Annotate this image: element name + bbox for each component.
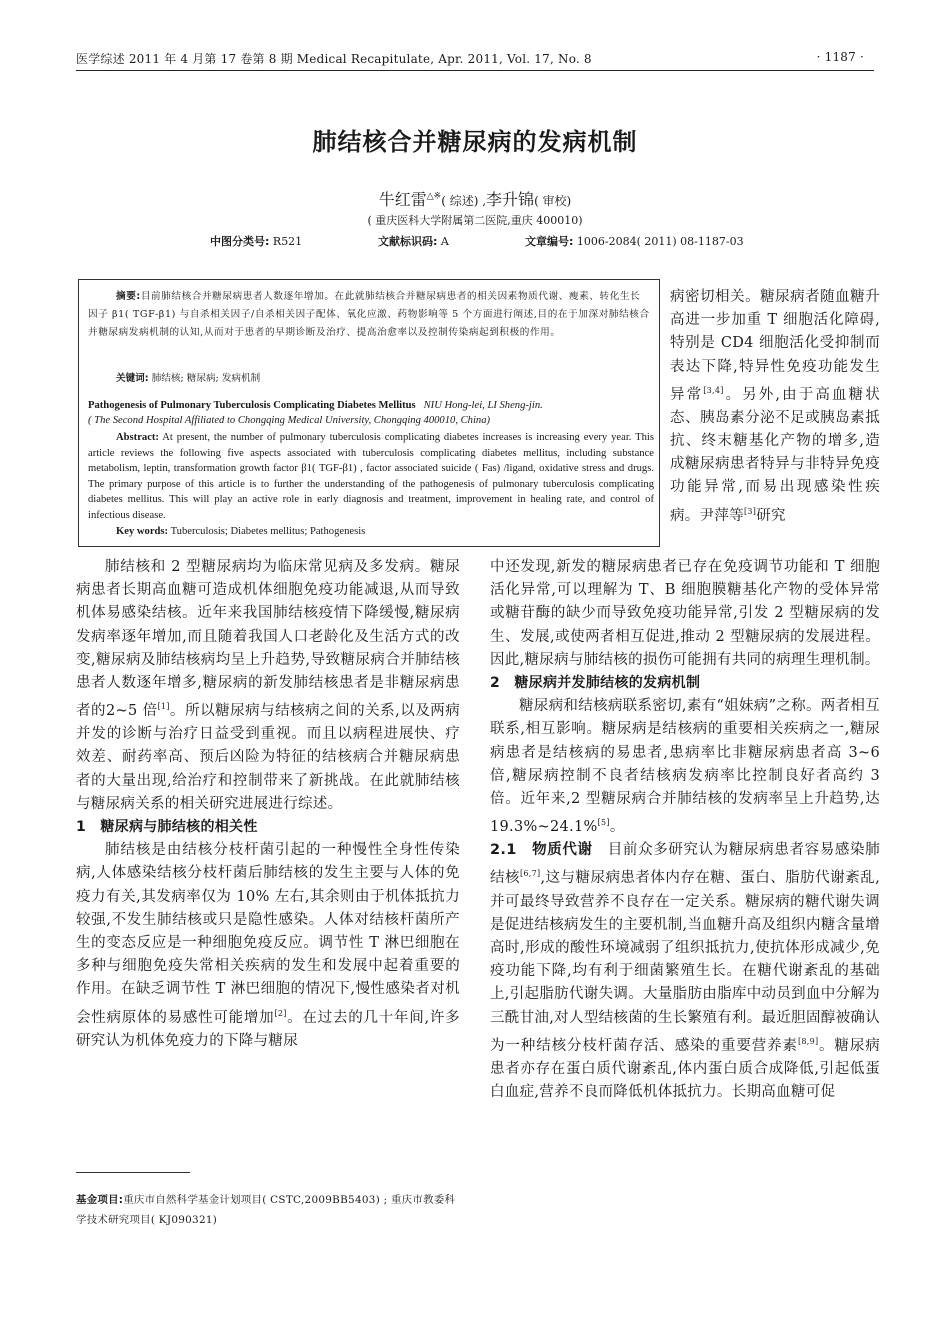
paragraph [670,286,880,528]
citation: [3,4] [703,385,724,395]
text-run: 肺结核是由结核分枝杆菌引起的一种慢性全身性传染病,人体感染结核分枝杆菌后肺结核的发生主要与人体的免疫力有关,其发病率仅为 10% 左右,其余则由于机体抵抗力较强,不发生肺结核或只是隐性感染。人体对结核杆菌所产生的变态反应是一种细胞免疫反应。调节性 T 淋巴细胞在多种与细胞免疫失常相关疾病的发生和发展中起着重要的作用。在缺乏调节性 T 淋巴细胞的情况下,慢性感染者对机会性病原体的易感性可能增加 [76,842,460,1026]
article-number [525,233,744,249]
citation: [5] [597,818,610,828]
doc-label: 文献标识码: [378,235,438,248]
abstract-en-text: At present, the number of pulmonary tuberculosis complicating diabetes increases is increasing every year. This article reviews the following five aspects associated with tuberculosis complicating diabetes mellitus, including substance metabolism, leptin, transformation growth factor β1( TGF-β1) , factor associated suicide ( Fas) /ligand, oxidative stress and drugs. The primary purpose of this article is to further the understanding of the pathogenesis of pulmonary tuberculosis complicating diabetes mellitus. This will play an active role in early diagnosis and treatment, improvement in healing rate, and control of infectious disease. [88,432,654,521]
keywords-english [116,524,636,540]
keywords-en-label: Key words: [116,526,169,537]
funding-text: 重庆市自然科学基金计划项目( CSTC,2009BB5403) ; 重庆市教委科学技术研究项目( KJ090321) [76,1194,456,1226]
author-2-role: ( 审校) [534,194,572,208]
text-run: 目前众多研究认为糖尿病患者容易感染肺结核 [490,842,880,887]
keywords-en-text: Tuberculosis; Diabetes mellitus; Pathogenesis [170,526,366,537]
funding-label: 基金项目: [76,1194,124,1206]
paragraph [490,695,880,839]
english-affiliation: ( The Second Hospital Affiliated to Chongqing Medical University, Chongqing 400010, China) [88,415,491,426]
text-run: 。在过去的几十年间,许多研究认为机体免疫力的下降与糖尿 [76,1009,460,1049]
clc-number [210,233,302,249]
author-1-role: ( 综述) , [441,194,487,208]
citation: [3] [744,506,757,516]
text-run: 。糖尿病患者亦存在蛋白质代谢紊乱,体内蛋白质合成降低,引起低蛋白血症,营养不良而降低机体抵抗力。长期高血糖可促 [490,1037,881,1100]
clc-value: R521 [272,235,303,248]
abstract-english [88,430,654,524]
header-rule [76,70,874,71]
author-1-mark: △※ [426,191,442,202]
english-title-line [88,398,654,414]
keywords-cn-text: 肺结核; 糖尿病; 发病机制 [151,373,261,384]
document-code [378,233,449,249]
text-run: 。所以糖尿病与结核病之间的关系,以及两病并发的诊断与治疗日益受到重视。而且以病程进展快、疗效差、耐药率高、预后凶险为特征的结核病合并糖尿病患者的大量出现,给治疗和控制带来了新挑战。在此就肺结核与糖尿病关系的相关研究进展进行综述。 [76,703,461,812]
citation: [6,7] [519,869,541,879]
keywords-chinese [116,370,260,384]
text-run: 研究 [756,507,786,524]
text-run: 糖尿病和结核病联系密切,素有“姐妹病”之称。两者相互联系,相互影响。糖尿病是结核病的重要相关疾病之一,糖尿病患者是结核病的易患者,患病率比非糖尿病患者高 3~6 倍,糖尿病控制不良者结核病发病率比控制良好者高约 3 倍。近年来,2 型糖尿病合并肺结核的发病率呈上升趋势,达 19.3%~24.1% [490,698,880,836]
citation: [2] [274,1008,287,1018]
abstract-cn-text: 目前肺结核合并糖尿病患者人数逐年增加。在此就肺结核合并糖尿病患者的相关因素物质代谢、瘦素、转化生长因子 β1( TGF-β1) 与自杀相关因子/自杀相关因子配体、氧化应激、药物影响等 5 个方面进行阐述,目的在于加深对肺结核合并糖尿病发病机制的认知,从而对于患者的早期诊断及治疗、提高治愈率以及控制传染病起到积极的作用。 [88,291,650,338]
art-label: 文章编号: [525,235,574,248]
right-column-top [670,286,880,528]
paragraph [76,556,460,816]
citation: [8,9] [797,1036,819,1046]
page-number: · 1187 · [816,50,864,64]
keywords-cn-label: 关键词: [116,373,149,384]
abstract-chinese [88,288,650,342]
doc-value: A [440,235,449,248]
text-run: 肺结核和 2 型糖尿病均为临床常见病及多发病。糖尿病患者长期高血糖可造成机体细胞免疫功能减退,从而导致机体易感染结核。近年来我国肺结核疫情下降缓慢,糖尿病发病率逐年增加,而且随着我国人口老龄化及生活方式的改变,糖尿病及肺结核病均呈上升趋势,导致糖尿病合并肺结核患者人数逐年增多,糖尿病的新发肺结核患者是非糖尿病患者的2~5 倍 [76,559,460,720]
paragraph: 中还发现,新发的糖尿病患者已存在免疫调节功能和 T 细胞活化异常,可以理解为 T、B 细胞膜糖基化产物的受体异常或糖苷酶的缺少而导致免疫功能异常,引发 2 型糖尿病的发生、发展,或使两者相互促进,推动 2 型糖尿病的发展进程。因此,糖尿病与肺结核的损伤可能拥有共同的病理生理机制。 [490,559,880,668]
text-run: ,这与糖尿病患者体内存在糖、蛋白、脂肪代谢紊乱,并可最终导致营养不良存在一定关系。糖尿病的糖代谢失调是促进结核病发生的主要机制,当血糖升高及组织内糖含量增高时,形成的酸性环境减弱了组织抵抗力,使抗体形成减少,免疫功能下降,均有利于细菌繁殖生长。在糖代谢紊乱的基础上,引起脂肪代谢失调。大量脂肪由脂库中动员到血中分解为三酰甘油,对人型结核菌的生长繁殖有利。最近胆固醇被确认为一种结核分枝杆菌存活、感染的重要营养素 [490,870,880,1054]
section-heading: 1 糖尿病与肺结核的相关性 [76,819,258,836]
text-run: 。 [609,819,625,836]
article-title: 肺结核合并糖尿病的发病机制 [312,128,638,156]
clc-label: 中图分类号: [210,235,270,248]
citation: [1] [157,702,170,712]
art-value: 1006-2084( 2011) 08-1187-03 [576,235,744,248]
running-header-journal: 医学综述 2011 年 4 月第 17 卷第 8 期 Medical Recapitulate, Apr. 2011, Vol. 17, No. 8 [76,52,592,66]
right-column [490,556,880,1104]
english-authors: NIU Hong-lei, LI Sheng-jin. [423,400,543,411]
funding-footnote [76,1190,460,1230]
subsection-heading: 2.1 物质代谢 [490,842,593,859]
left-column [76,556,460,1053]
affiliation: ( 重庆医科大学附属第二医院,重庆 400010) [367,214,583,227]
footnote-rule [76,1172,190,1173]
paragraph [76,839,460,1053]
author-line [0,187,950,210]
paragraph [490,839,880,1104]
author-1-name: 牛红雷 [378,190,427,209]
text-run: 。另外,由于高血糖状态、胰岛素分泌不足或胰岛素抵抗、终末糖基化产物的增多,造成糖尿病患者特异与非特异免疫功能异常,而易出现感染性疾病。尹萍等 [670,386,881,524]
section-heading: 2 糖尿病并发肺结核的发病机制 [490,675,701,692]
abstract-cn-label: 摘要: [116,291,141,302]
english-title: Pathogenesis of Pulmonary Tuberculosis Complicating Diabetes Mellitus [88,400,416,411]
author-2-name: 李升锦 [486,190,535,209]
abstract-en-label: Abstract: [116,432,159,443]
text-run: 病密切相关。糖尿病者随血糖升高进一步加重 T 细胞活化障碍,特别是 CD4 细胞活化受抑制而表达下降,特异性免疫功能发生异常 [670,289,880,403]
